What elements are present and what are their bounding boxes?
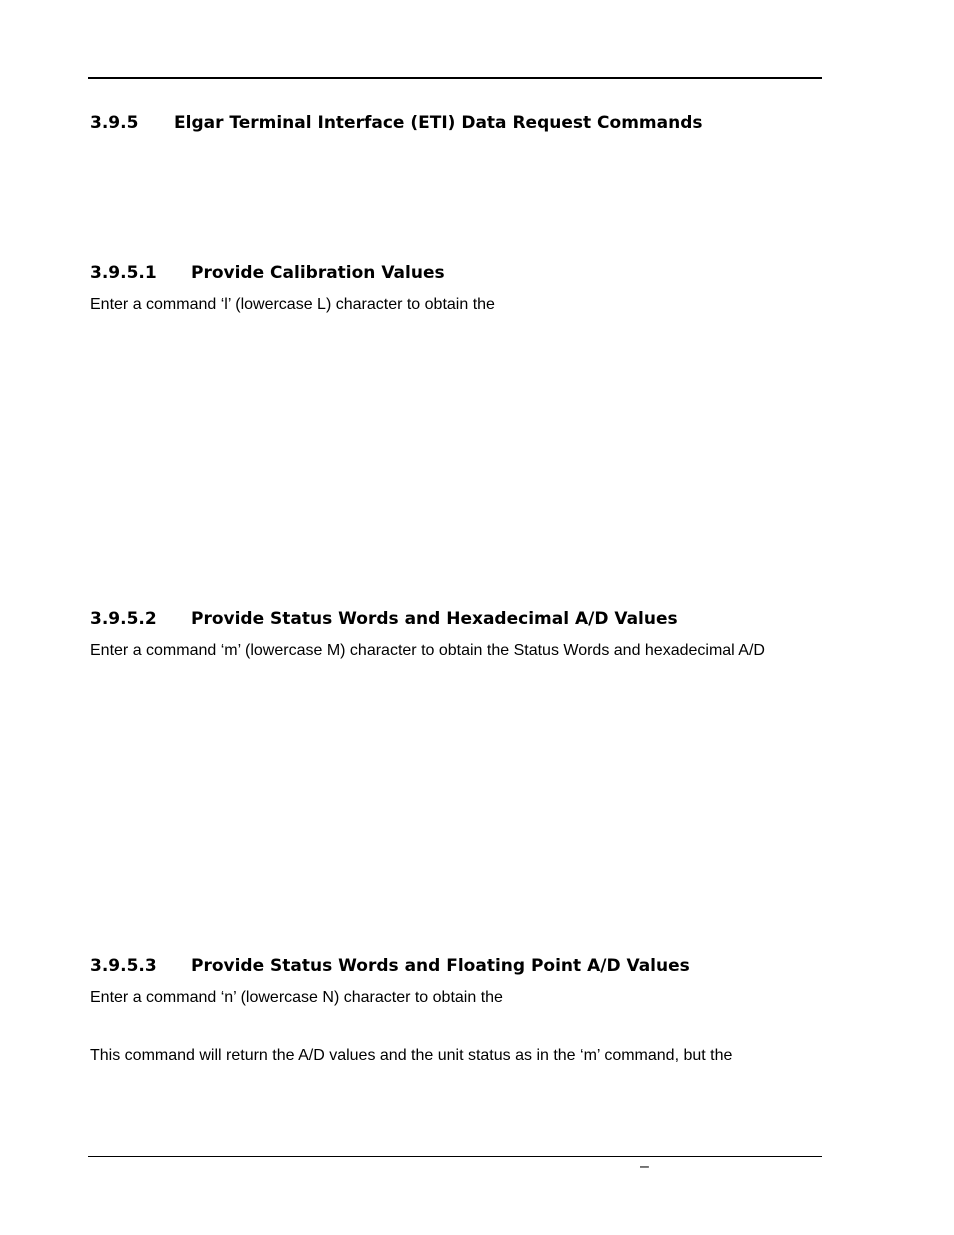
section-number: 3.9.5 <box>90 113 139 133</box>
section-title: Provide Calibration Values <box>191 263 445 283</box>
section-number: 3.9.5.2 <box>90 609 157 629</box>
section-number: 3.9.5.1 <box>90 263 157 283</box>
section-title: Provide Status Words and Hexadecimal A/D Values <box>191 609 678 629</box>
body-paragraph: This command will return the A/D values and the unit status as in the ‘m’ command, but the <box>90 1047 733 1064</box>
header-rule <box>88 77 822 79</box>
section-title: Provide Status Words and Floating Point A/D Values <box>191 956 690 976</box>
footer-dash: – <box>640 1158 649 1175</box>
section-number: 3.9.5.3 <box>90 956 157 976</box>
body-paragraph: Enter a command ‘l’ (lowercase L) character to obtain the <box>90 296 495 313</box>
section-title: Elgar Terminal Interface (ETI) Data Request Commands <box>174 113 703 133</box>
body-paragraph: Enter a command ‘m’ (lowercase M) character to obtain the Status Words and hexadecimal A/D <box>90 642 765 659</box>
footer-rule <box>88 1156 822 1157</box>
body-paragraph: Enter a command ‘n’ (lowercase N) character to obtain the <box>90 989 503 1006</box>
